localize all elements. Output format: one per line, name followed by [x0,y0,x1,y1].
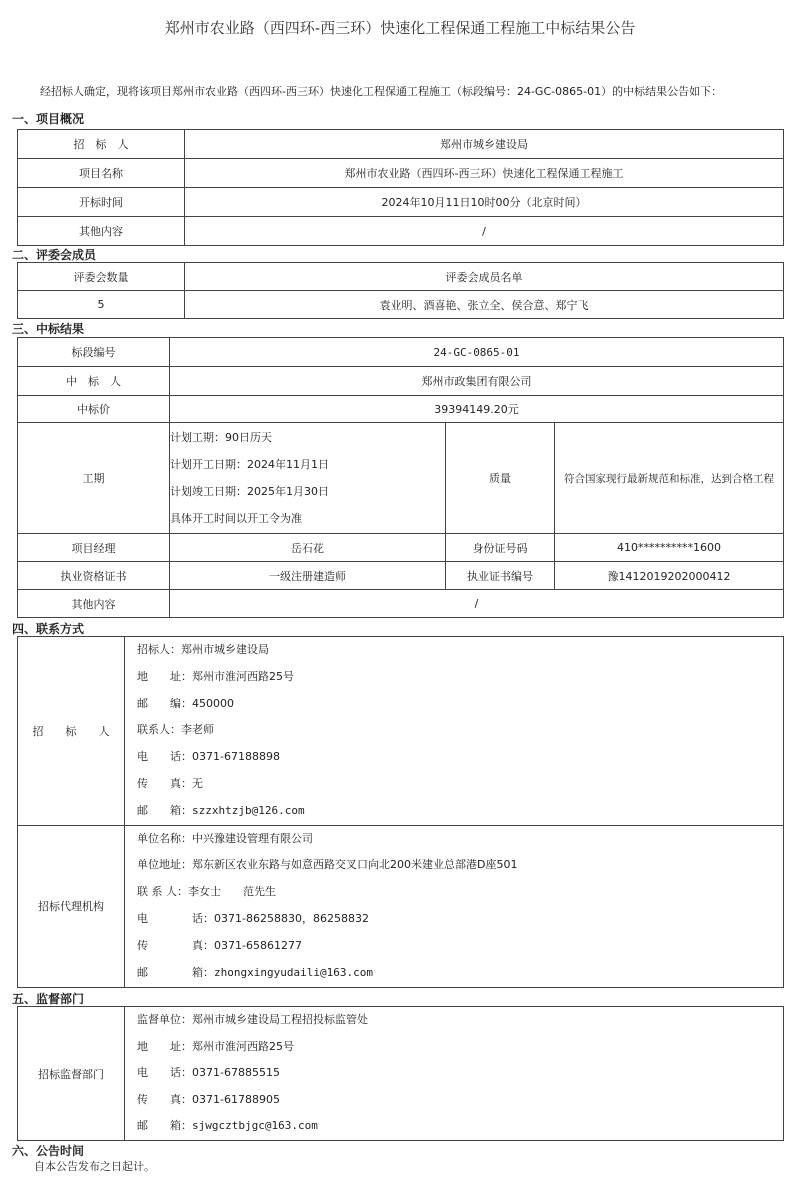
project-name-value: 郑州市农业路（西四环-西三环）快速化工程保通工程施工 [185,159,784,188]
supervision-line: 监督单位：郑州市城乡建设局工程招投标监管处 [137,1013,368,1027]
supervision-line: 电 话：0371-67885515 [137,1066,280,1080]
open-time-label: 开标时间 [18,188,185,217]
contact-line: 联系人：李老师 [137,723,214,737]
contact-line: 电 话：0371-86258830，86258832 [137,912,369,926]
committee-table [17,262,784,319]
committee-count-value: 5 [18,291,185,319]
table-row [18,217,784,246]
winner-label: 中 标 人 [18,367,170,396]
table-row [18,130,784,159]
other-content-value: / [185,217,784,246]
period-label: 工期 [18,423,170,534]
supervision-label: 招标监督部门 [18,1007,125,1141]
contact-table [17,636,784,988]
contact-line: 传 真：0371-65861277 [137,938,302,952]
table-row [18,534,784,562]
section-heading-notice-time: 六、公告时间 [12,1144,85,1158]
contact-tenderer-label: 招 标 人 [18,637,125,826]
contact-line: 电 话：0371-67188898 [137,750,280,764]
contact-line: 单位地址：郑东新区农业东路与如意西路交叉口向北200米建业总部港D座501 [137,858,518,872]
period-line: 计划竣工日期：2025年1月30日 [170,485,329,498]
section-heading-result: 三、中标结果 [12,322,85,336]
intro-text: 经招标人确定，现将该项目郑州市农业路（西四环-西三环）快速化工程保通工程施工（标段编号：24-GC-0865-01）的中标结果公告如下： [40,85,723,98]
manager-label: 项目经理 [18,534,170,562]
open-time-value: 2024年10月11日10时00分（北京时间） [185,188,784,217]
contact-line: 单位名称：中兴豫建设管理有限公司 [137,831,313,845]
other-content-label: 其他内容 [18,590,170,618]
contact-line: 邮 编：450000 [137,696,234,710]
contact-tenderer-details [125,637,784,826]
manager-value: 岳石花 [170,534,446,562]
table-row [18,637,784,826]
contact-agent-label: 招标代理机构 [18,825,125,987]
supervision-email-link[interactable]: 邮 箱：sjwgcztbjgc@163.com [137,1119,318,1133]
id-number-value: 410**********1600 [555,534,784,562]
contact-line: 招标人：郑州市城乡建设局 [137,643,269,656]
table-row [18,423,784,534]
result-table [17,337,784,618]
winner-value: 郑州市政集团有限公司 [170,367,784,396]
tenderer-value: 郑州市城乡建设局 [185,130,784,159]
section-heading-committee: 二、评委会成员 [12,248,97,262]
section-heading-supervision: 五、监督部门 [12,992,85,1006]
table-row [18,396,784,423]
committee-names-label: 评委会成员名单 [185,263,784,291]
contact-line: 联 系 人：李女士 范先生 [137,885,276,899]
committee-names-value: 袁业明、酒喜艳、张立全、侯合意、郑宁飞 [185,291,784,319]
quality-label: 质量 [446,423,555,534]
supervision-line: 传 真：0371-61788905 [137,1092,280,1106]
contact-email-link[interactable]: 邮 箱：szzxhtzjb@126.com [137,803,305,817]
table-row [18,338,784,367]
other-content-label: 其他内容 [18,217,185,246]
tenderer-label: 招 标 人 [18,130,185,159]
supervision-table [17,1006,784,1141]
period-line: 计划开工日期：2024年11月1日 [170,458,329,471]
table-row [18,188,784,217]
contact-line: 传 真：无 [137,776,203,790]
certificate-number-value: 豫1412019202000412 [555,562,784,590]
supervision-details [125,1007,784,1141]
lot-number-value: 24-GC-0865-01 [170,338,784,367]
table-row [18,159,784,188]
table-row [18,367,784,396]
overview-table [17,129,784,246]
project-name-label: 项目名称 [18,159,185,188]
id-number-label: 身份证号码 [446,534,555,562]
period-line: 具体开工时间以开工令为准 [170,512,302,525]
other-content-value: / [170,590,784,618]
period-line: 计划工期：90日历天 [170,431,272,444]
certificate-value: 一级注册建造师 [170,562,446,590]
supervision-line: 地 址：郑州市淮河西路25号 [137,1039,294,1053]
period-value [170,423,446,534]
page-title: 郑州市农业路（西四环-西三环）快速化工程保通工程施工中标结果公告 [164,19,636,37]
contact-email-link[interactable]: 邮 箱：zhongxingyudaili@163.com [137,965,373,979]
section-heading-overview: 一、项目概况 [12,112,85,126]
table-row [18,590,784,618]
table-row [18,291,784,319]
price-label: 中标价 [18,396,170,423]
table-row [18,562,784,590]
contact-line: 地 址：郑州市淮河西路25号 [137,669,294,683]
quality-value: 符合国家现行最新规范和标准，达到合格工程 [555,423,784,534]
table-row [18,1007,784,1141]
lot-number-label: 标段编号 [18,338,170,367]
notice-time-text: 自本公告发布之日起计。 [34,1160,155,1173]
table-row [18,825,784,987]
section-heading-contact: 四、联系方式 [12,622,85,636]
certificate-label: 执业资格证书 [18,562,170,590]
contact-agent-details [125,825,784,987]
price-value: 39394149.20元 [170,396,784,423]
table-row [18,263,784,291]
committee-count-label: 评委会数量 [18,263,185,291]
certificate-number-label: 执业证书编号 [446,562,555,590]
